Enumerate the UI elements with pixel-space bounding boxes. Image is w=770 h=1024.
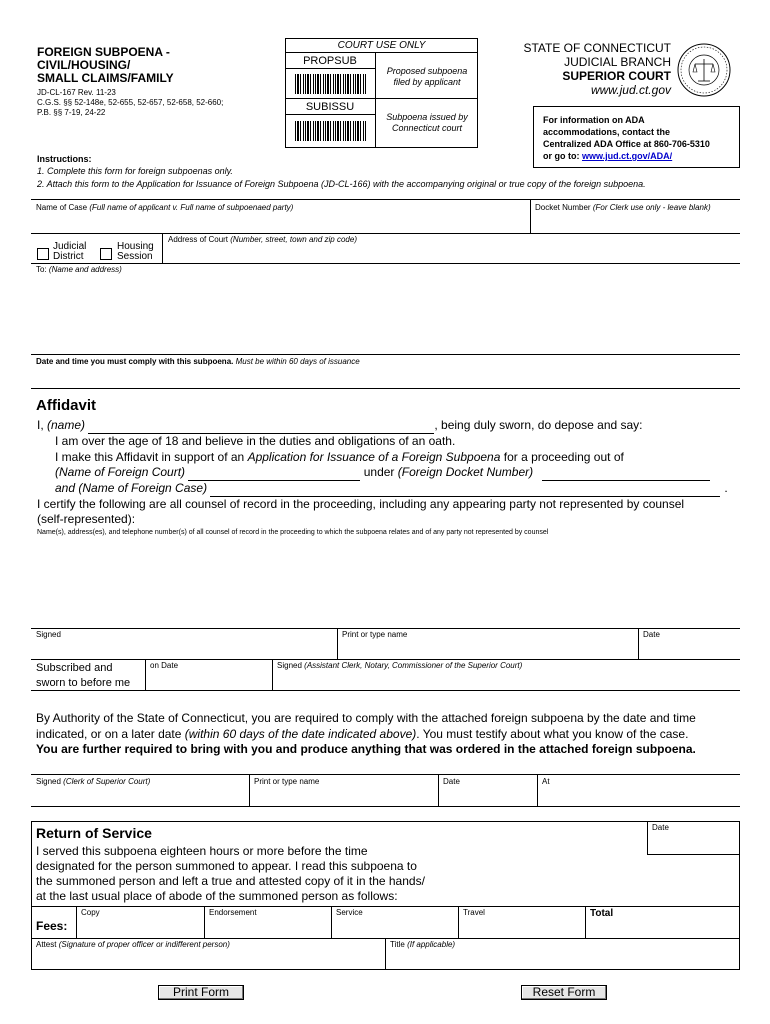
form-title-line1: FOREIGN SUBPOENA - xyxy=(37,45,170,59)
instructions-heading: Instructions: xyxy=(37,154,92,164)
officer-title-label: Title (If applicable) xyxy=(390,940,456,949)
copy-fee-input[interactable] xyxy=(78,919,202,936)
affiant-signed-label: Signed xyxy=(36,630,61,639)
clerk-at-input[interactable] xyxy=(540,788,738,804)
proposed-note: Proposed subpoena filed by applicant xyxy=(386,66,468,87)
foreign-docket-input[interactable] xyxy=(542,469,710,481)
endorsement-fee-label: Endorsement xyxy=(209,908,257,917)
total-fee-label: Total xyxy=(590,908,614,919)
court-address-label: Address of Court (Number, street, town and zip code) xyxy=(168,235,357,244)
affiant-date-input[interactable] xyxy=(641,641,738,657)
affidavit-line4: (Name of Foreign Court) under (Foreign Docket Number) xyxy=(55,465,710,481)
comply-label: Date and time you must comply with this subpoena. Must be within 60 days of issuance xyxy=(36,357,360,366)
affidavit-line6: I certify the following are all counsel of record in the proceeding, including any appearing party not represented by counsel xyxy=(37,497,685,511)
officer-title-input[interactable] xyxy=(388,951,738,968)
ada-link[interactable]: www.jud.ct.gov/ADA/ xyxy=(582,151,673,161)
return-of-service-heading: Return of Service xyxy=(36,825,152,841)
statutes-line2: P.B. §§ 7-19, 24-22 xyxy=(37,108,106,117)
affiant-date-label: Date xyxy=(643,630,660,639)
clerk-print-name-input[interactable] xyxy=(252,788,436,804)
comply-date-input[interactable] xyxy=(33,368,738,386)
service-fee-label: Service xyxy=(336,908,363,917)
court-website: www.jud.ct.gov xyxy=(590,83,671,97)
to-label: To: (Name and address) xyxy=(36,265,122,274)
housing-session-label: Housing Session xyxy=(117,241,154,262)
travel-fee-input[interactable] xyxy=(460,919,583,936)
affidavit-line2: I am over the age of 18 and believe in the duties and obligations of an oath. xyxy=(55,434,456,448)
subscribed-label: Subscribed and sworn to before me xyxy=(36,662,131,689)
endorsement-fee-input[interactable] xyxy=(206,919,329,936)
service-fee-input[interactable] xyxy=(333,919,456,936)
affidavit-line3: I make this Affidavit in support of an Application for Issuance of a Foreign Subpoena for a proceeding out of xyxy=(55,450,624,464)
clerk-date-label: Date xyxy=(443,777,460,786)
judicial-district-checkbox[interactable] xyxy=(37,248,49,260)
return-text-line1: I served this subpoena eighteen hours or more before the time xyxy=(36,844,368,858)
foreign-case-input[interactable] xyxy=(210,485,720,497)
affidavit-heading: Affidavit xyxy=(36,397,96,414)
travel-fee-label: Travel xyxy=(463,908,485,917)
judicial-district-label: Judicial District xyxy=(53,241,87,262)
affidavit-line5: and (Name of Foreign Case) . xyxy=(55,481,728,495)
form-title-line3: SMALL CLAIMS/FAMILY xyxy=(37,71,174,85)
propsub-barcode xyxy=(295,74,367,94)
form-title-line2: CIVIL/HOUSING/ xyxy=(37,58,131,72)
return-text-line4: at the last usual place of abode of the summoned person as follows: xyxy=(36,889,398,903)
reset-form-button[interactable]: Reset Form xyxy=(521,985,607,1000)
on-date-label: on Date xyxy=(150,661,179,670)
attest-label: Attest (Signature of proper officer or indifferent person) xyxy=(36,940,230,949)
fees-label: Fees: xyxy=(36,919,68,933)
instruction-item-2: 2. Attach this form to the Application for Issuance of Foreign Subpoena (JD-CL-166) with the accompanying original or true copy of the foreign subpoena. xyxy=(37,179,646,189)
form-number: JD-CL-167 Rev. 11-23 xyxy=(37,88,116,97)
return-text-line2: designated for the person summoned to appear. I read this subpoena to xyxy=(36,859,417,873)
return-text xyxy=(36,844,425,904)
authority-text xyxy=(36,711,696,758)
return-text-line3: the summoned person and left a true and attested copy of it in the hands/ xyxy=(36,874,425,888)
print-form-button[interactable]: Print Form xyxy=(158,985,244,1000)
ada-line3: Centralized ADA Office at 860-706-5310 xyxy=(543,139,710,149)
case-name-input[interactable] xyxy=(33,213,528,230)
court-name: SUPERIOR COURT xyxy=(562,69,671,83)
court-use-only-label: COURT USE ONLY xyxy=(337,40,426,51)
form-meta xyxy=(37,88,223,118)
issued-note: Subpoena issued by Connecticut court xyxy=(386,112,468,133)
ada-info xyxy=(543,114,710,162)
affiant-print-name-label: Print or type name xyxy=(342,630,408,639)
state-name: STATE OF CONNECTICUT xyxy=(523,41,671,55)
clerk-date-input[interactable] xyxy=(441,788,535,804)
subscribed-date-input[interactable] xyxy=(148,672,270,688)
propsub-code: PROPSUB xyxy=(303,55,357,67)
court-address-input[interactable] xyxy=(165,245,738,261)
clerk-print-name-label: Print or type name xyxy=(254,777,320,786)
case-name-label: Name of Case (Full name of applicant v. Full name of subpoenaed party) xyxy=(36,203,294,212)
return-date-label: Date xyxy=(652,823,669,832)
clerk-at-label: At xyxy=(542,777,550,786)
form-title xyxy=(37,46,174,85)
total-fee-input[interactable] xyxy=(587,919,738,936)
affiant-name-input[interactable] xyxy=(88,422,434,434)
docket-number-label: Docket Number (For Clerk use only - leave blank) xyxy=(535,203,711,212)
authority-line2: indicated, or on a later date (within 60 days of the date indicated above). You must testify about what you know of the case. xyxy=(36,726,689,741)
affidavit-line7: (self-represented): xyxy=(37,512,136,526)
authority-line3: You are further required to bring with you and produce anything that was ordered in the attached foreign subpoena. xyxy=(36,742,696,756)
foreign-court-input[interactable] xyxy=(188,469,360,481)
affidavit-line1: I, (name) , being duly sworn, do depose and say: xyxy=(37,418,643,432)
court-header xyxy=(490,41,671,97)
ada-line1: For information on ADA xyxy=(543,115,645,125)
official-signed-label: Signed (Assistant Clerk, Notary, Commissioner of the Superior Court) xyxy=(277,661,523,670)
counsel-of-record-input[interactable] xyxy=(33,540,738,626)
affiant-print-name-input[interactable] xyxy=(340,641,636,657)
statutes-line1: C.G.S. §§ 52-148e, 52-655, 52-657, 52-658, 52-660; xyxy=(37,98,224,107)
branch-name: JUDICIAL BRANCH xyxy=(564,55,671,69)
ada-line2: accommodations, contact the xyxy=(543,127,671,137)
counsel-hint: Name(s), address(es), and telephone number(s) of all counsel of record in the proceeding to which the subpoena relates and of any party not represented by counsel xyxy=(37,529,549,536)
state-seal-icon xyxy=(676,42,732,98)
subissu-code: SUBISSU xyxy=(305,101,355,113)
docket-number-input[interactable] xyxy=(532,213,738,230)
clerk-signed-label: Signed (Clerk of Superior Court) xyxy=(36,777,151,786)
subissu-barcode xyxy=(295,121,367,141)
instruction-item-1: 1. Complete this form for foreign subpoenas only. xyxy=(37,166,233,176)
to-name-address-input[interactable] xyxy=(33,276,738,352)
copy-fee-label: Copy xyxy=(81,908,100,917)
return-date-input[interactable] xyxy=(649,834,738,853)
ada-line4: or go to: www.jud.ct.gov/ADA/ xyxy=(543,151,673,161)
authority-line1: By Authority of the State of Connecticut, you are required to comply with the attached foreign subpoena by the date and time xyxy=(36,711,696,725)
housing-session-checkbox[interactable] xyxy=(100,248,112,260)
